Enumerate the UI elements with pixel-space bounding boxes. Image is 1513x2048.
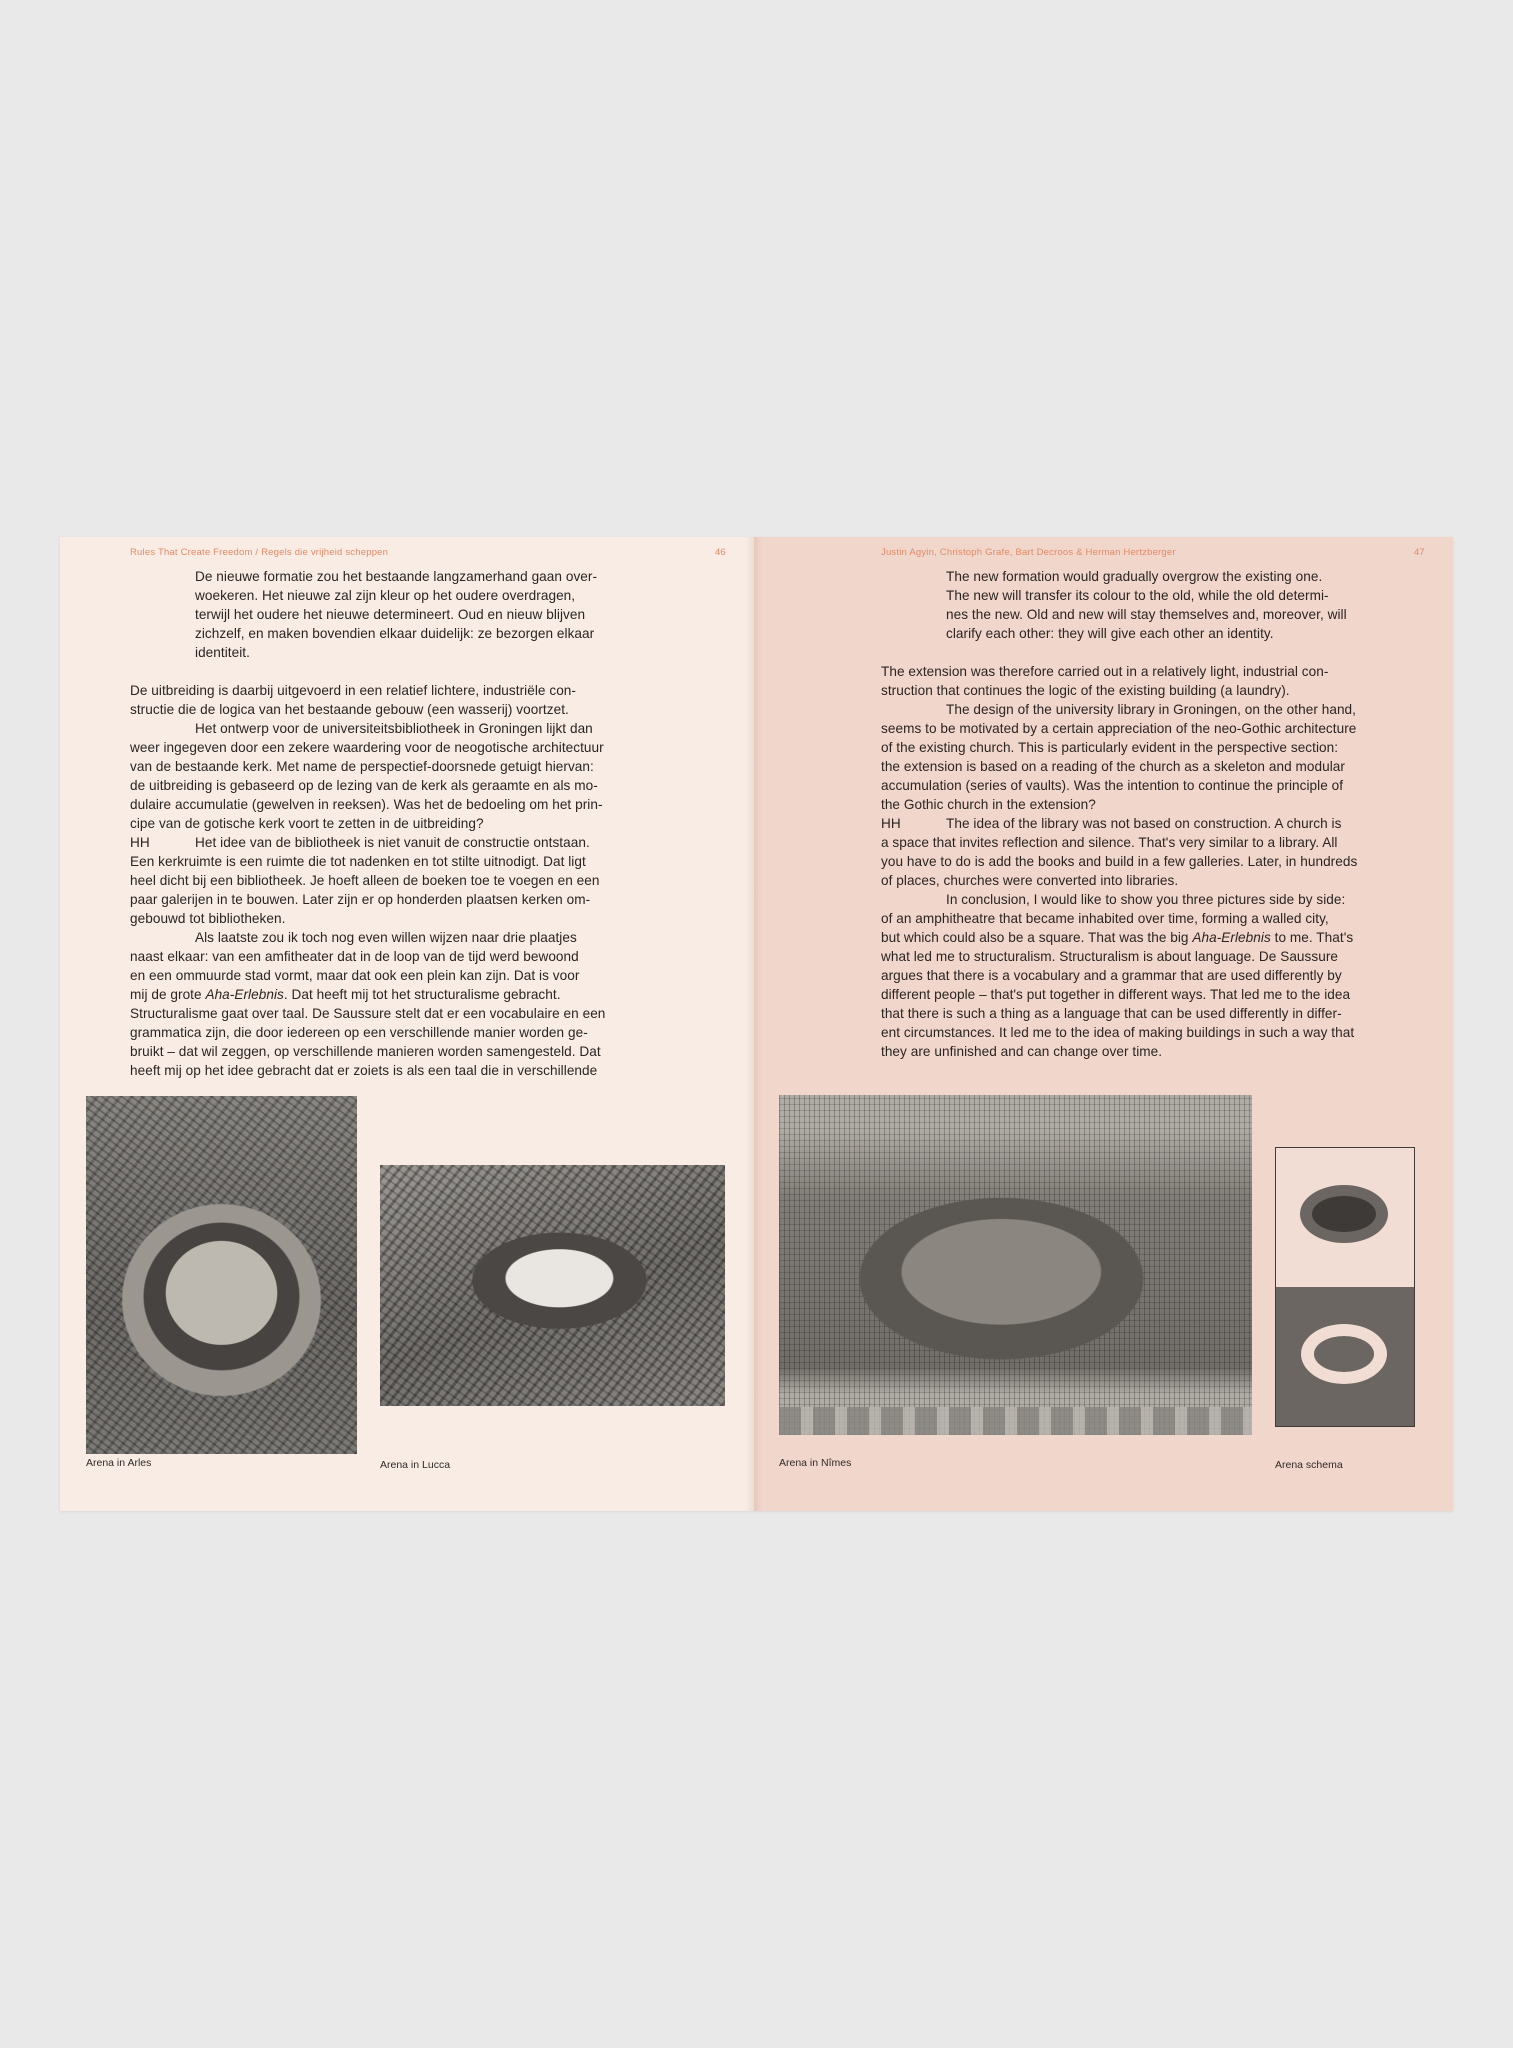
line-text: but which could also be a square. That was the big xyxy=(881,930,1193,945)
text-line xyxy=(130,1061,730,1080)
left-body-text xyxy=(130,567,730,1080)
text-line xyxy=(130,871,730,890)
text-line xyxy=(130,947,730,966)
text-line xyxy=(130,643,730,662)
text-line xyxy=(130,757,730,776)
text-line xyxy=(130,985,730,1004)
arena-arles-photo xyxy=(86,1096,357,1454)
line-text: struction that continues the logic of the existing building (a laundry). xyxy=(881,683,1290,698)
line-text: en een ommuurde stad vormt, maar dat ook een plein kan zijn. Dat is voor xyxy=(130,968,580,983)
speaker-initials: HH xyxy=(130,835,150,850)
text-line xyxy=(130,624,730,643)
line-text: The idea of the library was not based on construction. A church is xyxy=(946,816,1342,831)
right-folio: 47 xyxy=(1414,547,1425,558)
speaker-initials: HH xyxy=(881,816,901,831)
line-text: structie die de logica van het bestaande gebouw (een wasserij) voortzet. xyxy=(130,702,569,717)
text-line xyxy=(130,567,730,586)
line-text: nes the new. Old and new will stay themselves and, moreover, will xyxy=(946,607,1347,622)
caption-nimes: Arena in Nîmes xyxy=(779,1457,852,1469)
line-text: zichzelf, en maken bovendien elkaar duidelijk: ze bezorgen elkaar xyxy=(195,626,595,641)
line-text: what led me to structuralism. Structuralism is about language. De Saussure xyxy=(881,949,1339,964)
line-text: Het ontwerp voor de universiteitsbibliotheek in Groningen lijkt dan xyxy=(195,721,593,736)
right-body-text xyxy=(881,567,1446,1061)
text-line xyxy=(881,719,1446,738)
line-text: clarify each other: they will give each other an identity. xyxy=(946,626,1274,641)
caption-arles: Arena in Arles xyxy=(86,1457,152,1469)
book-spread xyxy=(60,537,1453,1511)
line-text-after: to me. That's xyxy=(1270,930,1354,945)
text-line xyxy=(881,586,1446,605)
line-text: of an amphitheatre that became inhabited over time, forming a walled city, xyxy=(881,911,1329,926)
text-line xyxy=(130,1004,730,1023)
line-text: The new will transfer its colour to the old, while the old determi- xyxy=(946,588,1329,603)
text-line xyxy=(881,890,1446,909)
line-text: a space that invites reflection and silence. That's very similar to a library. All xyxy=(881,835,1338,850)
text-line xyxy=(130,852,730,871)
text-line xyxy=(881,567,1446,586)
line-text: of places, churches were converted into libraries. xyxy=(881,873,1179,888)
line-text: the Gothic church in the extension? xyxy=(881,797,1096,812)
text-line xyxy=(881,985,1446,1004)
italic-term: Aha-Erlebnis xyxy=(205,987,284,1002)
line-text: In conclusion, I would like to show you three pictures side by side: xyxy=(946,892,1346,907)
right-running-head: Justin Agyin, Christoph Grafe, Bart Decroos & Herman Hertzberger xyxy=(881,547,1176,558)
schema-bottom-panel xyxy=(1276,1287,1414,1426)
line-text: woekeren. Het nieuwe zal zijn kleur op het oudere overdragen, xyxy=(195,588,576,603)
text-line xyxy=(130,795,730,814)
line-text: grammatica zijn, die door iedereen op een verschillende manier worden ge- xyxy=(130,1025,588,1040)
line-text: De nieuwe formatie zou het bestaande langzamerhand gaan over- xyxy=(195,569,598,584)
engraving-legend xyxy=(779,1407,1252,1435)
schema-ring-dark-icon xyxy=(1276,1148,1413,1287)
line-text: heel dicht bij een bibliotheek. Je hoeft alleen de boeken toe te voegen en een xyxy=(130,873,600,888)
arena-lucca-photo xyxy=(380,1165,725,1406)
line-text: different people – that's put together in different ways. That led me to the idea xyxy=(881,987,1351,1002)
text-line xyxy=(881,833,1446,852)
line-text: weer ingegeven door een zekere waardering voor de neogotische architectuur xyxy=(130,740,604,755)
line-text: van de bestaande kerk. Met name de perspectief-doorsnede getuigt hiervan: xyxy=(130,759,594,774)
text-line xyxy=(881,966,1446,985)
line-text: naast elkaar: van een amfitheater dat in de loop van de tijd werd bewoond xyxy=(130,949,579,964)
text-line xyxy=(130,700,730,719)
caption-schema: Arena schema xyxy=(1275,1459,1343,1471)
text-line xyxy=(130,909,730,928)
line-text: The new formation would gradually overgrow the existing one. xyxy=(946,569,1323,584)
line-text: cipe van de gotische kerk voort te zetten in de uitbreiding? xyxy=(130,816,484,831)
text-line xyxy=(881,928,1446,947)
caption-lucca: Arena in Lucca xyxy=(380,1459,451,1471)
line-text: Het idee van de bibliotheek is niet vanuit de constructie ontstaan. xyxy=(195,835,590,850)
text-line xyxy=(881,776,1446,795)
text-line xyxy=(881,871,1446,890)
line-text: argues that there is a vocabulary and a grammar that are used differently by xyxy=(881,968,1342,983)
text-line xyxy=(130,605,730,624)
text-line xyxy=(881,681,1446,700)
line-text: De uitbreiding is daarbij uitgevoerd in een relatief lichtere, industriële con- xyxy=(130,683,576,698)
line-text: dulaire accumulatie (gewelven in reeksen). Was het de bedoeling om het prin- xyxy=(130,797,603,812)
text-line xyxy=(130,586,730,605)
line-text: Een kerkruimte is een ruimte die tot nadenken en tot stilte uitnodigt. Dat ligt xyxy=(130,854,586,869)
line-text-after: . Dat heeft mij tot het structuralisme gebracht. xyxy=(283,987,561,1002)
text-line xyxy=(881,814,1446,833)
line-text: they are unfinished and can change over time. xyxy=(881,1044,1163,1059)
line-text: terwijl het oudere het nieuwe determineert. Oud en nieuw blijven xyxy=(195,607,586,622)
arena-nimes-engraving xyxy=(779,1095,1252,1435)
text-line xyxy=(130,662,730,681)
arena-schema-diagram xyxy=(1275,1147,1415,1427)
line-text: ent circumstances. It led me to the idea of making buildings in such a way that xyxy=(881,1025,1355,1040)
text-line xyxy=(881,909,1446,928)
text-line xyxy=(881,1004,1446,1023)
line-text: mij de grote xyxy=(130,987,206,1002)
text-line xyxy=(881,700,1446,719)
text-line xyxy=(130,776,730,795)
line-text: of the existing church. This is particularly evident in the perspective section: xyxy=(881,740,1339,755)
text-line xyxy=(130,681,730,700)
text-line xyxy=(881,624,1446,643)
text-line xyxy=(130,1042,730,1061)
text-line xyxy=(881,757,1446,776)
text-line xyxy=(881,605,1446,624)
line-text: bruikt – dat wil zeggen, op verschillende manieren worden samengesteld. Dat xyxy=(130,1044,601,1059)
text-line xyxy=(130,966,730,985)
text-line xyxy=(881,738,1446,757)
line-text: heeft mij op het idee gebracht dat er zoiets is als een taal die in verschillende xyxy=(130,1063,598,1078)
line-text: The extension was therefore carried out in a relatively light, industrial con- xyxy=(881,664,1329,679)
line-text: seems to be motivated by a certain appreciation of the neo-Gothic architecture xyxy=(881,721,1357,736)
text-line xyxy=(130,890,730,909)
line-text: accumulation (series of vaults). Was the intention to continue the principle of xyxy=(881,778,1344,793)
text-line xyxy=(881,947,1446,966)
text-line xyxy=(130,814,730,833)
line-text: gebouwd tot bibliotheken. xyxy=(130,911,286,926)
text-line xyxy=(881,1042,1446,1061)
line-text: paar galerijen in te bouwen. Later zijn er op honderden plaatsen kerken om- xyxy=(130,892,591,907)
line-text: the extension is based on a reading of the church as a skeleton and modular xyxy=(881,759,1345,774)
italic-term: Aha-Erlebnis xyxy=(1192,930,1271,945)
line-text: de uitbreiding is gebaseerd op de lezing van de kerk als geraamte en als mo- xyxy=(130,778,598,793)
left-folio: 46 xyxy=(715,547,726,558)
left-page xyxy=(60,537,754,1511)
schema-top-panel xyxy=(1276,1148,1414,1287)
right-page xyxy=(754,537,1453,1511)
line-text: identiteit. xyxy=(195,645,250,660)
text-line xyxy=(881,1023,1446,1042)
left-running-head: Rules That Create Freedom / Regels die vrijheid scheppen xyxy=(130,547,389,558)
text-line xyxy=(881,795,1446,814)
text-line xyxy=(881,852,1446,871)
text-line xyxy=(130,738,730,757)
line-text: that there is such a thing as a language that can be used differently in differ- xyxy=(881,1006,1342,1021)
text-line xyxy=(130,719,730,738)
text-line xyxy=(881,662,1446,681)
line-text: Structuralisme gaat over taal. De Saussure stelt dat er een vocabulaire en een xyxy=(130,1006,606,1021)
line-text: you have to do is add the books and build in a few galleries. Later, in hundreds xyxy=(881,854,1358,869)
text-line xyxy=(130,1023,730,1042)
line-text: Als laatste zou ik toch nog even willen wijzen naar drie plaatjes xyxy=(195,930,577,945)
schema-ring-light-icon xyxy=(1276,1287,1413,1426)
text-line xyxy=(130,833,730,852)
line-text: The design of the university library in Groningen, on the other hand, xyxy=(946,702,1356,717)
text-line xyxy=(130,928,730,947)
text-line xyxy=(881,643,1446,662)
